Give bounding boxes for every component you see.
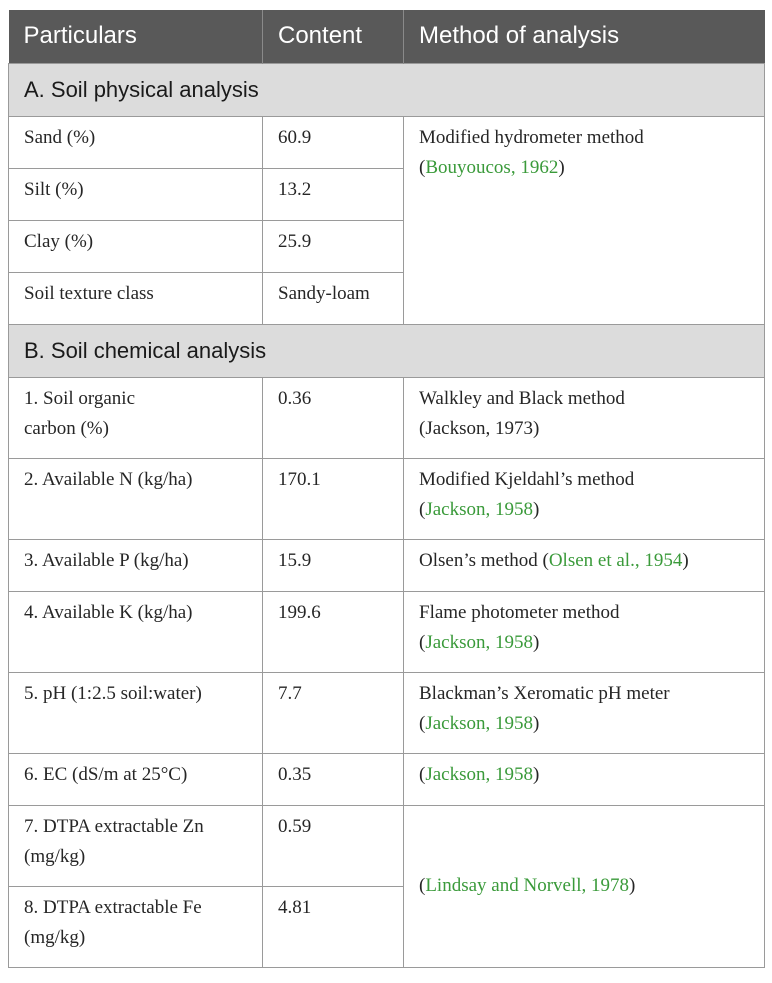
particular-cell: 6. EC (dS/m at 25°C) — [9, 753, 263, 805]
method-cell-micronutrients — [404, 805, 765, 967]
header-content: Content — [263, 10, 404, 63]
reference-link[interactable]: Lindsay and Norvell, 1978 — [425, 875, 630, 896]
particular-cell: 4. Available K (kg/ha) — [9, 591, 263, 672]
content-cell: 199.6 — [263, 591, 404, 672]
section-row-physical — [9, 63, 765, 116]
table-header-row — [9, 10, 765, 63]
particular-text: 1. Soil organic carbon (%) — [24, 387, 136, 439]
method-post: ) — [532, 763, 540, 785]
particular-cell: Silt (%) — [9, 168, 263, 220]
particular-cell: Clay (%) — [9, 220, 263, 272]
method-post: ) — [629, 875, 636, 896]
particular-cell: 3. Available P (kg/ha) — [9, 539, 263, 591]
reference-link[interactable]: Jackson, 1958 — [425, 498, 533, 520]
particular-cell — [9, 377, 263, 458]
method-pre: ( — [419, 712, 426, 734]
method-post: ) — [532, 631, 540, 653]
content-cell: 60.9 — [263, 116, 404, 168]
method-cell — [404, 377, 765, 458]
method-post: ) — [532, 498, 540, 520]
table-row — [9, 672, 765, 753]
method-cell — [404, 458, 765, 539]
method-pre: ( — [419, 156, 426, 178]
content-cell: 170.1 — [263, 458, 404, 539]
method-pre: ( — [419, 763, 426, 785]
content-cell: 7.7 — [263, 672, 404, 753]
method-pre: ( — [419, 875, 426, 896]
content-cell: 0.36 — [263, 377, 404, 458]
soil-analysis-table-container — [8, 10, 764, 968]
method-text: Modified hydrometer method — [419, 126, 644, 148]
reference-link[interactable]: Olsen et al., 1954 — [548, 549, 683, 571]
method-cell — [404, 753, 765, 805]
method-text: Modified Kjeldahl’s method — [419, 468, 635, 490]
particular-cell: 8. DTPA extractable Fe (mg/kg) — [9, 886, 263, 967]
header-method: Method of analysis — [404, 10, 765, 63]
content-cell: 0.59 — [263, 805, 404, 886]
content-cell: 15.9 — [263, 539, 404, 591]
reference-link[interactable]: Jackson, 1958 — [425, 712, 533, 734]
reference-link[interactable]: Bouyoucos, 1962 — [425, 156, 559, 178]
method-text: Olsen’s method ( — [419, 549, 549, 571]
method-post: ) — [558, 156, 565, 178]
method-text: Blackman’s Xeromatic pH meter — [419, 682, 670, 704]
content-cell: Sandy-loam — [263, 272, 404, 324]
method-cell — [404, 591, 765, 672]
header-particulars: Particulars — [9, 10, 263, 63]
method-cell — [404, 672, 765, 753]
method-cell — [404, 539, 765, 591]
content-cell: 0.35 — [263, 753, 404, 805]
method-pre: (Jackson, 1973) — [419, 417, 540, 439]
method-post: ) — [682, 549, 689, 571]
particular-cell: Sand (%) — [9, 116, 263, 168]
method-pre: ( — [419, 498, 426, 520]
content-cell: 4.81 — [263, 886, 404, 967]
table-row — [9, 458, 765, 539]
particular-cell: 5. pH (1:2.5 soil:water) — [9, 672, 263, 753]
table-row — [9, 805, 765, 886]
table-row — [9, 539, 765, 591]
table-row — [9, 753, 765, 805]
particular-cell: 7. DTPA extractable Zn (mg/kg) — [9, 805, 263, 886]
section-title-physical: A. Soil physical analysis — [9, 63, 765, 116]
method-post: ) — [532, 712, 540, 734]
table-row — [9, 377, 765, 458]
content-cell: 13.2 — [263, 168, 404, 220]
reference-link[interactable]: Jackson, 1958 — [425, 763, 533, 785]
method-cell-physical — [404, 116, 765, 324]
method-text: Flame photometer method — [419, 601, 620, 623]
content-cell: 25.9 — [263, 220, 404, 272]
particular-cell: 2. Available N (kg/ha) — [9, 458, 263, 539]
soil-analysis-table — [8, 10, 765, 968]
section-row-chemical — [9, 324, 765, 377]
reference-link[interactable]: Jackson, 1958 — [425, 631, 533, 653]
particular-cell: Soil texture class — [9, 272, 263, 324]
table-row — [9, 591, 765, 672]
method-text: Walkley and Black method — [419, 387, 625, 409]
table-row — [9, 116, 765, 168]
section-title-chemical: B. Soil chemical analysis — [9, 324, 765, 377]
method-pre: ( — [419, 631, 426, 653]
